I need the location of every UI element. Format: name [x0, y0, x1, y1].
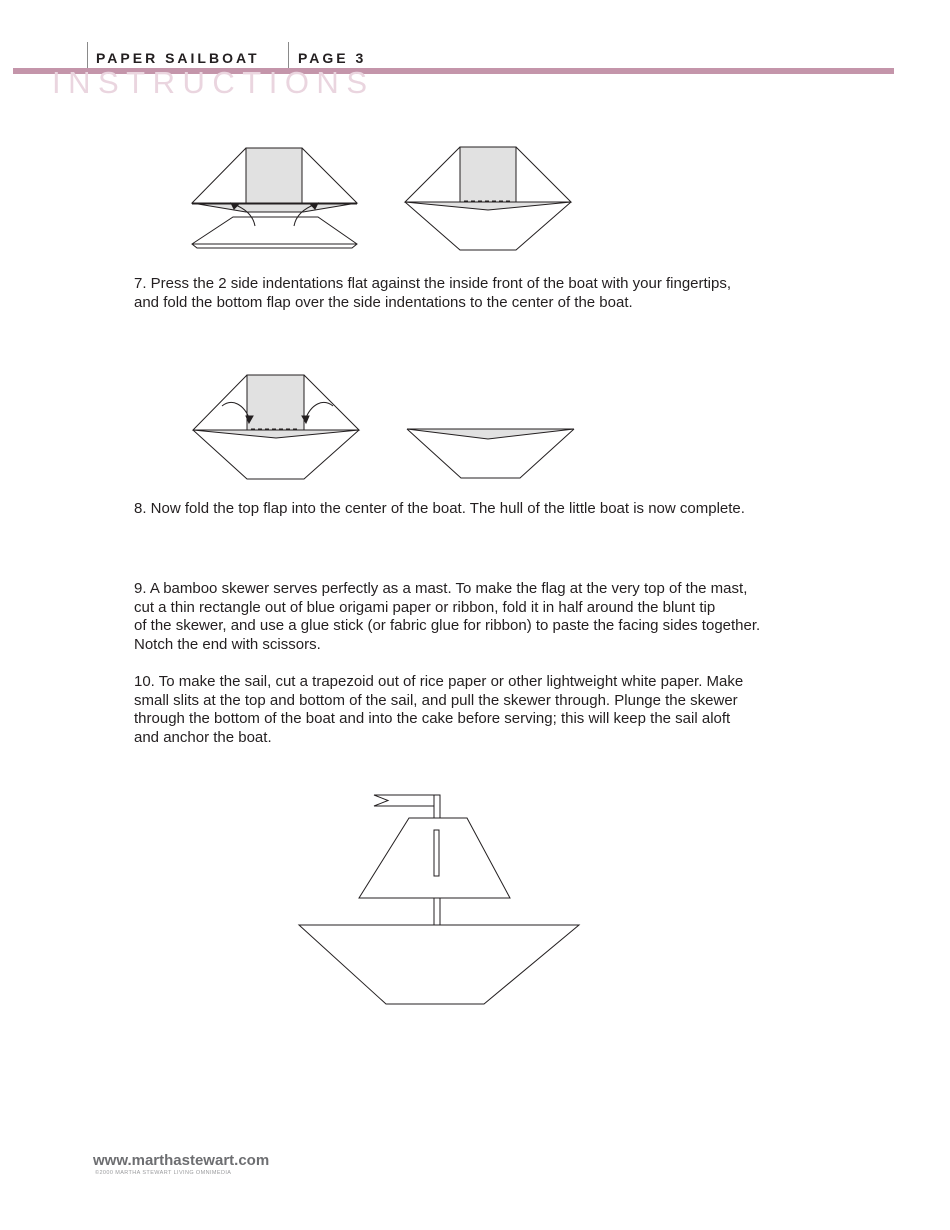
step-10-line-2: small slits at the top and bottom of the sail, and pull the skewer through. Plunge the skewer: [134, 691, 738, 709]
step-10-line-3: through the bottom of the boat and into the cake before serving; this will keep the sail aloft: [134, 710, 731, 727]
document-title: PAPER SAILBOAT: [96, 50, 260, 66]
step-9-line-3: of the skewer, and use a glue stick (or fabric glue for ribbon) to paste the facing sides together.: [134, 617, 761, 634]
step-7-line-2: and fold the bottom flap over the side indentations to the center of the boat.: [134, 293, 633, 311]
step-7-line-1: 7. Press the 2 side indentations flat against the inside front of the boat with your fingertips,: [134, 275, 732, 292]
section-heading: INSTRUCTIONS: [52, 65, 375, 100]
step-10-line-1: 10. To make the sail, cut a trapezoid out of rice paper or other lightweight white paper. Make: [134, 673, 744, 690]
step-9-line-4: Notch the end with scissors.: [134, 635, 321, 653]
step-10-line-4: and anchor the boat.: [134, 728, 272, 746]
page-number: PAGE 3: [298, 50, 367, 66]
footer-website: www.marthastewart.com: [93, 1152, 270, 1169]
footer-copyright: ©2000 MARTHA STEWART LIVING OMNIMEDIA: [95, 1170, 232, 1176]
step-9-line-1: 9. A bamboo skewer serves perfectly as a mast. To make the flag at the very top of the mast,: [134, 580, 748, 597]
step-8-line-1: 8. Now fold the top flap into the center of the boat. The hull of the little boat is now complete.: [134, 500, 745, 517]
step-9-line-2: cut a thin rectangle out of blue origami paper or ribbon, fold it in half around the blunt tip: [134, 598, 716, 616]
